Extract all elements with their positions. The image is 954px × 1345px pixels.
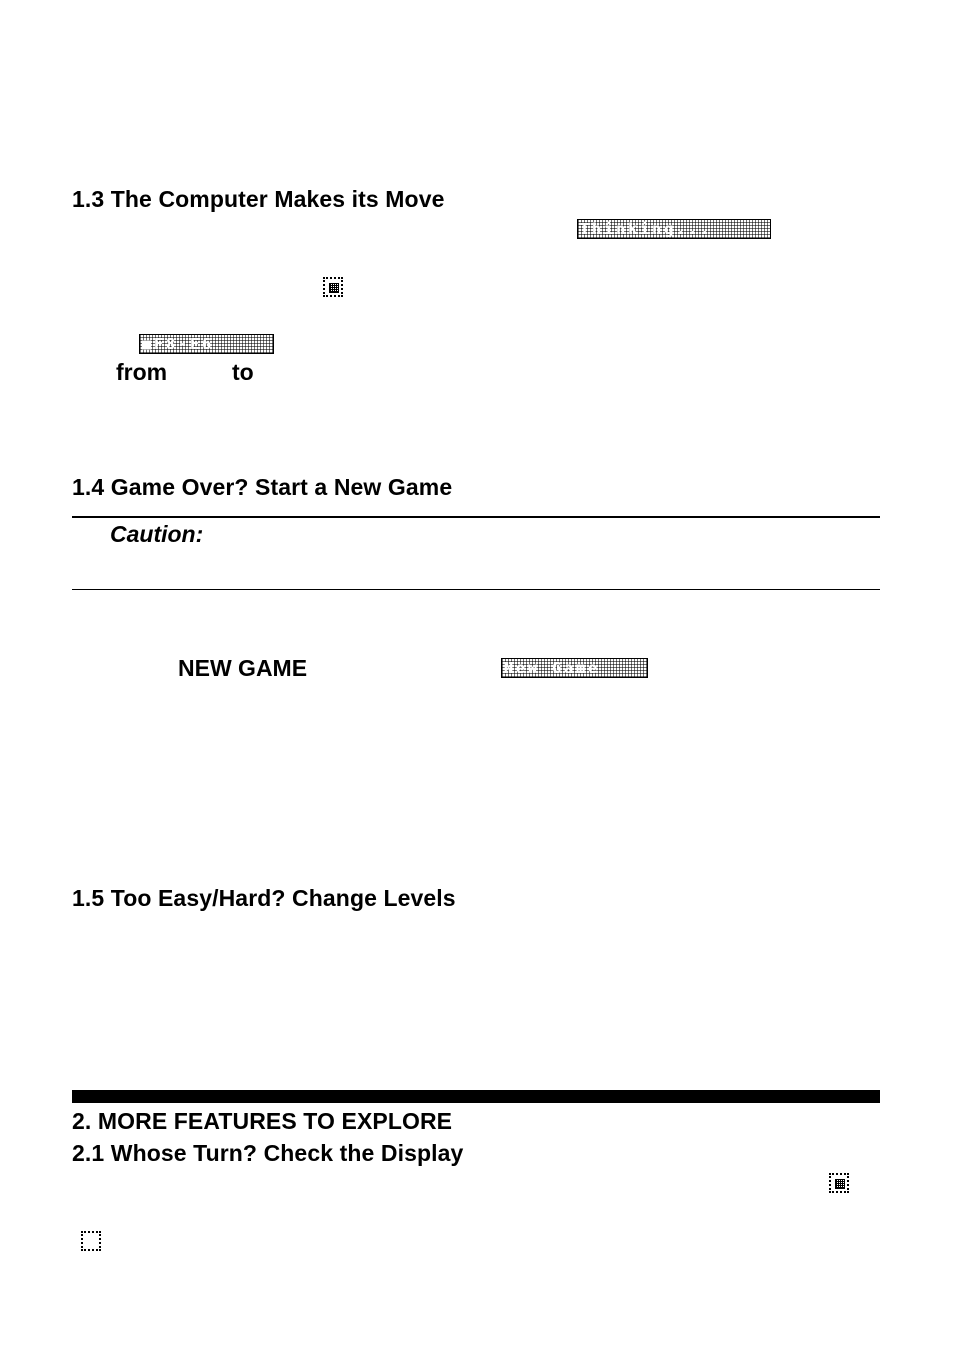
lcd-move-display	[139, 334, 274, 354]
from-label: from	[116, 359, 168, 385]
section-2-thick-rule	[72, 1090, 880, 1103]
black-turn-icon	[829, 1173, 849, 1193]
to-label: to	[232, 359, 254, 385]
lcd-new-game-text: New Game	[504, 659, 601, 677]
caution-box-bottom-rule	[72, 589, 880, 590]
caution-box-top-rule	[72, 516, 880, 518]
caution-label: Caution:	[110, 521, 204, 547]
lcd-thinking-text: Thinking...	[580, 220, 713, 238]
lcd-thinking-display	[577, 219, 771, 239]
section-heading-2-1: 2.1 Whose Turn? Check the Display	[72, 1140, 464, 1166]
section-heading-1-3: 1.3 The Computer Makes its Move	[72, 186, 445, 212]
section-heading-1-5: 1.5 Too Easy/Hard? Change Levels	[72, 885, 456, 911]
lcd-move-text: ■F8-E6	[142, 335, 215, 353]
section-heading-2: 2. MORE FEATURES TO EXPLORE	[72, 1108, 453, 1134]
white-turn-icon	[81, 1231, 101, 1251]
new-game-key-label: NEW GAME	[178, 655, 308, 681]
section-heading-1-4: 1.4 Game Over? Start a New Game	[72, 474, 453, 500]
lcd-new-game-display	[501, 658, 648, 678]
black-piece-icon	[323, 277, 343, 297]
